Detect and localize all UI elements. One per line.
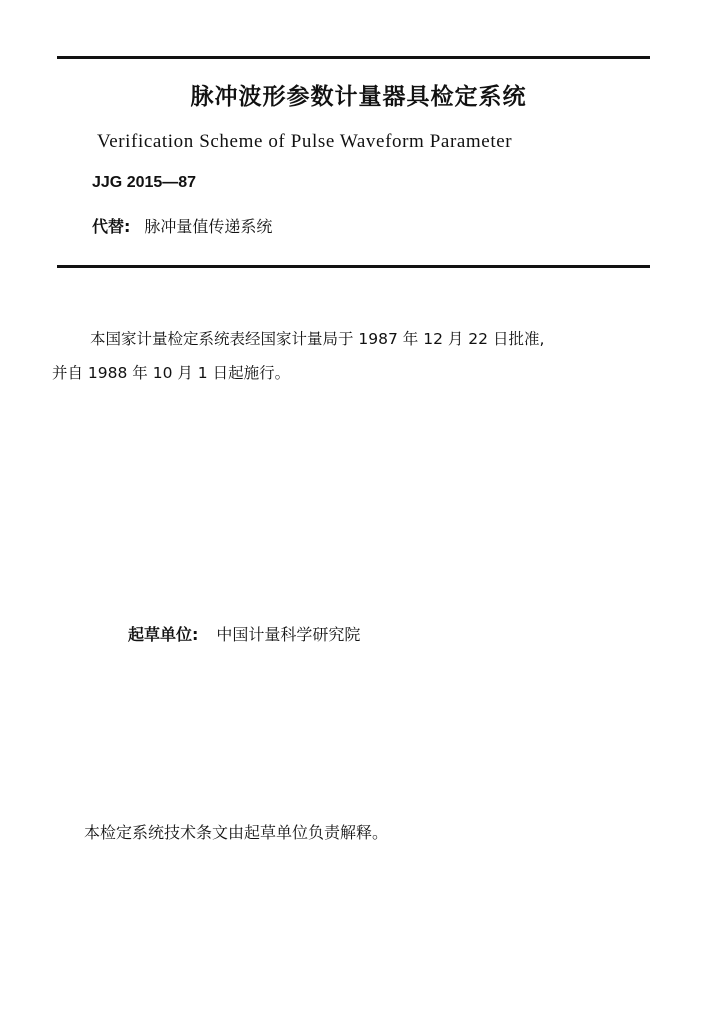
drafting-unit-line [128, 622, 360, 645]
document-code: JJG 2015—87 [92, 174, 197, 191]
approval-line-1: 本国家计量检定系统表经国家计量局于 1987 年 12 月 22 日批准, [90, 330, 545, 348]
replaces-line [92, 214, 272, 237]
interpretation-note: 本检定系统技术条文由起草单位负责解释。 [84, 823, 389, 842]
drafting-unit-value: 中国计量科学研究院 [216, 625, 361, 644]
replaces-label: 代替: [92, 217, 131, 236]
document-title: 脉冲波形参数计量器具检定系统 [190, 84, 527, 110]
bottom-rule [57, 265, 650, 268]
top-rule [57, 56, 650, 59]
approval-paragraph [52, 322, 652, 390]
replaces-value: 脉冲量值传递系统 [144, 217, 273, 236]
document-title-english: Verification Scheme of Pulse Waveform Parameter [97, 131, 513, 152]
approval-line-2: 并自 1988 年 10 月 1 日起施行。 [52, 364, 291, 382]
drafting-unit-label: 起草单位: [128, 625, 199, 644]
